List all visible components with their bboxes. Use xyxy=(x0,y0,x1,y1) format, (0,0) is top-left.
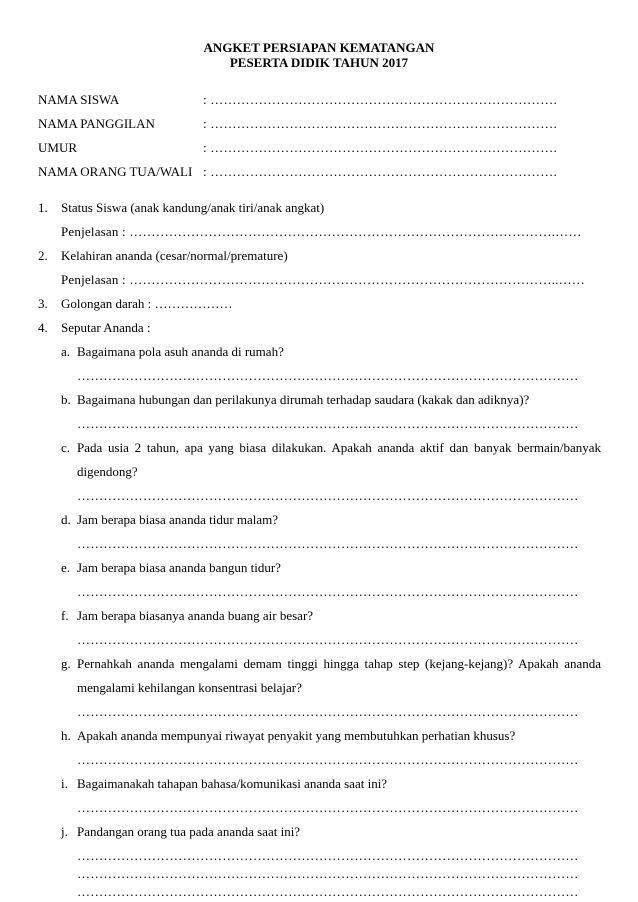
sub-g-text-cont: mengalami kehilangan konsentrasi belajar? xyxy=(77,680,302,695)
question-2-text: Kelahiran ananda (cesar/normal/premature) xyxy=(61,248,288,263)
field-value-nama-panggilan[interactable]: : ……………………………………………………………………. xyxy=(203,116,557,131)
sub-e-answer-line[interactable]: …………………………………………………………………………………………………… xyxy=(77,584,579,599)
question-3-number: 3. xyxy=(38,296,48,311)
question-1-number: 1. xyxy=(38,200,48,215)
question-3-text[interactable]: Golongan darah : ……………… xyxy=(61,296,233,311)
sub-f-text: Jam berapa biasanya ananda buang air besar? xyxy=(77,608,314,623)
field-label-umur: UMUR xyxy=(38,140,78,155)
sub-d-answer-line[interactable]: …………………………………………………………………………………………………… xyxy=(77,536,579,551)
sub-j-answer-line-1[interactable]: …………………………………………………………………………………………………… xyxy=(77,848,579,863)
field-label-nama-orang-tua: NAMA ORANG TUA/WALI xyxy=(38,164,193,179)
sub-a-letter: a. xyxy=(61,344,71,359)
sub-c-text: Pada usia 2 tahun, apa yang biasa dilakukan. Apakah ananda aktif dan banyak bermain/banyak xyxy=(77,440,601,455)
sub-e-letter: e. xyxy=(61,560,71,575)
field-value-nama-siswa[interactable]: : ……………………………………………………………………. xyxy=(203,92,557,107)
sub-b-text: Bagaimana hubungan dan perilakunya dirumah terhadap saudara (kakak dan adiknya)? xyxy=(77,392,530,407)
sub-h-answer-line[interactable]: …………………………………………………………………………………………………… xyxy=(77,752,579,767)
field-label-nama-siswa: NAMA SISWA xyxy=(38,92,120,107)
field-value-umur[interactable]: : ……………………………………………………………………. xyxy=(203,140,557,155)
sub-b-letter: b. xyxy=(61,392,71,407)
question-2-number: 2. xyxy=(38,248,48,263)
title-line-2: PESERTA DIDIK TAHUN 2017 xyxy=(229,55,409,70)
sub-f-letter: f. xyxy=(61,608,69,623)
sub-i-answer-line[interactable]: …………………………………………………………………………………………………… xyxy=(77,800,579,815)
question-2-explanation[interactable]: Penjelasan : ……………………………………………………………………………………..…… xyxy=(61,272,586,287)
sub-j-text: Pandangan orang tua pada ananda saat ini? xyxy=(77,824,301,839)
sub-d-letter: d. xyxy=(61,512,71,527)
sub-g-letter: g. xyxy=(61,656,71,671)
question-1-explanation[interactable]: Penjelasan : …………………………………………………………………………………….…… xyxy=(61,224,582,239)
sub-a-answer-line[interactable]: …………………………………………………………………………………………………… xyxy=(77,368,579,383)
sub-h-text: Apakah ananda mempunyai riwayat penyakit yang membutuhkan perhatian khusus? xyxy=(77,728,516,743)
sub-b-answer-line[interactable]: …………………………………………………………………………………………………… xyxy=(77,416,579,431)
sub-f-answer-line[interactable]: …………………………………………………………………………………………………… xyxy=(77,632,579,647)
sub-h-letter: h. xyxy=(61,728,71,743)
sub-c-text-cont: digendong? xyxy=(77,464,138,479)
sub-d-text: Jam berapa biasa ananda tidur malam? xyxy=(77,512,279,527)
sub-i-letter: i. xyxy=(61,776,68,791)
sub-j-answer-line-3[interactable]: …………………………………………………………………………………………………… xyxy=(77,884,579,899)
question-4-text: Seputar Ananda : xyxy=(61,320,151,335)
sub-g-answer-line[interactable]: …………………………………………………………………………………………………… xyxy=(77,704,579,719)
field-value-nama-orang-tua[interactable]: : ……………………………………………………………………. xyxy=(203,164,557,179)
sub-e-text: Jam berapa biasa ananda bangun tidur? xyxy=(77,560,281,575)
sub-i-text: Bagaimanakah tahapan bahasa/komunikasi ananda saat ini? xyxy=(77,776,388,791)
sub-j-answer-line-2[interactable]: …………………………………………………………………………………………………… xyxy=(77,866,579,881)
sub-c-letter: c. xyxy=(61,440,71,455)
title-line-1: ANGKET PERSIAPAN KEMATANGAN xyxy=(203,40,435,55)
sub-g-text: Pernahkah ananda mengalami demam tinggi hingga tahap step (kejang-kejang)? Apakah ananda xyxy=(77,656,601,671)
question-1-text: Status Siswa (anak kandung/anak tiri/anak angkat) xyxy=(61,200,325,215)
sub-j-letter: j. xyxy=(61,824,68,839)
field-label-nama-panggilan: NAMA PANGGILAN xyxy=(38,116,155,131)
question-4-number: 4. xyxy=(38,320,48,335)
sub-c-answer-line[interactable]: …………………………………………………………………………………………………… xyxy=(77,488,579,503)
sub-a-text: Bagaimana pola asuh ananda di rumah? xyxy=(77,344,284,359)
